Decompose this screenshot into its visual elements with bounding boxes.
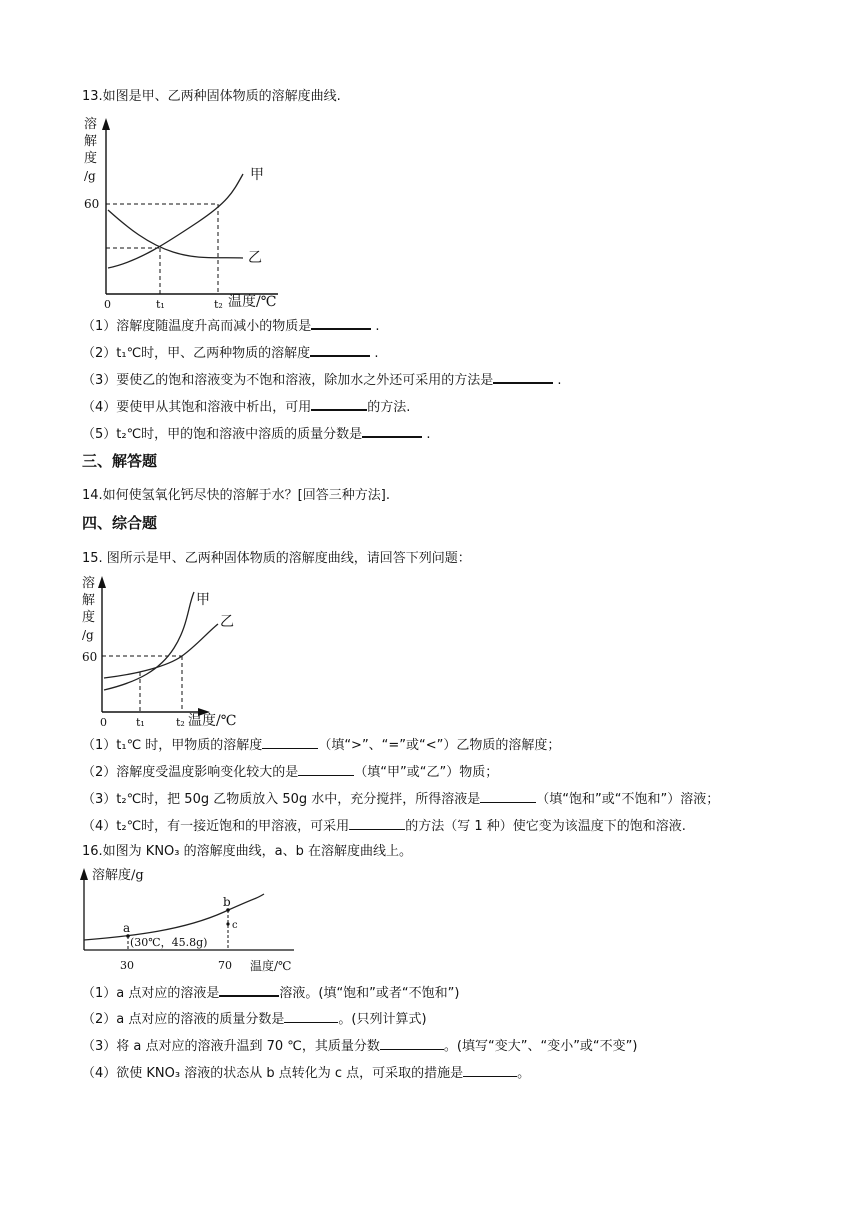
q15-y-label-1: 溶: [82, 576, 96, 591]
q16-x-label: 温度/℃: [250, 959, 292, 973]
q15-item-4: （4）t₂℃时，有一接近饱和的甲溶液，可采用 的方法（写 1 种）使它变为该温度下的饱和溶液.: [82, 819, 686, 834]
q16-point-b-label: b: [223, 895, 231, 909]
q15-x-tick-t2: t₂: [176, 716, 185, 729]
q13-y-label-3: 度: [84, 151, 98, 166]
q13-y-label-1: 溶: [84, 117, 98, 132]
q15-stem: 15. 图所示是甲、乙两种固体物质的溶解度曲线，请回答下列问题：: [82, 551, 471, 566]
q16-stem: 16.如图为 KNO₃ 的溶解度曲线，a、b 在溶解度曲线上。: [82, 844, 412, 859]
q13-item-5: （5）t₂℃时，甲的饱和溶液中溶质的质量分数是 .: [82, 424, 430, 444]
answer-blank[interactable]: [311, 316, 371, 330]
q13-x-tick-t2: t₂: [214, 298, 223, 311]
q16-point-a-annotation: (30℃，45.8g): [130, 936, 208, 949]
answer-blank[interactable]: [310, 343, 370, 357]
q16-x-tick-30: 30: [120, 959, 134, 972]
q15-item-3: （3）t₂℃时，把 50g 乙物质放入 50g 水中，充分搅拌，所得溶液是 （填“饱和”或“不饱和”）溶液；: [82, 792, 720, 807]
q16-point-a-label: a: [123, 921, 131, 935]
q13-x-origin: 0: [104, 298, 111, 311]
q13-item-1: （1）溶解度随温度升高而减小的物质是 .: [82, 316, 380, 336]
answer-blank[interactable]: [349, 817, 405, 830]
q16-x-tick-70: 70: [218, 959, 232, 972]
q15-y-label-2: 解: [82, 593, 96, 608]
q15-y-label-3: 度: [82, 610, 96, 625]
answer-blank[interactable]: [480, 790, 536, 803]
q15-solubility-chart: [78, 570, 258, 732]
q15-curve-label-yi: 乙: [220, 614, 234, 630]
q13-solubility-chart: [78, 112, 288, 312]
q13-x-label: 温度/℃: [228, 294, 277, 310]
q16-item-3: （3）将 a 点对应的溶液升温到 70 ℃，其质量分数 。(填写“变大”、“变小”或“不变”): [82, 1039, 638, 1054]
q15-item-1: （1）t₁℃ 时，甲物质的溶解度 （填“>”、“=”或“<”）乙物质的溶解度；: [82, 738, 561, 753]
q13-y-tick-60: 60: [84, 197, 100, 211]
answer-blank[interactable]: [284, 1010, 338, 1023]
q16-y-label: 溶解度/g: [92, 868, 144, 883]
q13-item-2: （2）t₁℃时，甲、乙两种物质的溶解度 .: [82, 343, 378, 363]
q15-curve-label-jia: 甲: [196, 592, 210, 608]
answer-blank[interactable]: [380, 1037, 444, 1050]
answer-blank[interactable]: [311, 397, 367, 411]
q16-item-2: （2）a 点对应的溶液的质量分数是 。(只列计算式): [82, 1012, 427, 1027]
q15-item-2: （2）溶解度受温度影响变化较大的是 （填“甲”或“乙”）物质；: [82, 765, 499, 780]
q13-item-4: （4）要使甲从其饱和溶液中析出，可用 的方法.: [82, 397, 410, 417]
section-heading-4: 四、综合题: [82, 514, 158, 532]
q13-curve-label-yi: 乙: [248, 250, 262, 266]
q15-x-origin: 0: [100, 716, 107, 729]
q13-y-label-4: /g: [84, 169, 96, 183]
q16-item-1: （1）a 点对应的溶液是 溶液。(填“饱和”或者“不饱和”): [82, 983, 459, 1003]
q15-x-tick-t1: t₁: [136, 716, 145, 729]
q16-kno3-solubility-chart: [74, 866, 314, 978]
q14-stem: 14.如何使氢氧化钙尽快的溶解于水？[回答三种方法].: [82, 488, 390, 503]
q15-y-label-4: /g: [82, 628, 94, 642]
section-heading-3: 三、解答题: [82, 452, 158, 470]
q13-curve-label-jia: 甲: [250, 167, 264, 183]
answer-blank[interactable]: [219, 983, 279, 997]
q13-item-3: （3）要使乙的饱和溶液变为不饱和溶液，除加水之外还可采用的方法是 .: [82, 370, 562, 390]
q16-point-c-label: c: [232, 920, 238, 931]
q13-y-label-2: 解: [84, 134, 98, 149]
q15-y-tick-60: 60: [82, 650, 98, 664]
q15-x-label: 温度/℃: [188, 713, 237, 729]
answer-blank[interactable]: [262, 736, 318, 749]
answer-blank[interactable]: [493, 370, 553, 384]
q16-item-4: （4）欲使 KNO₃ 溶液的状态从 b 点转化为 c 点，可采取的措施是 。: [82, 1066, 531, 1081]
answer-blank[interactable]: [463, 1064, 517, 1077]
answer-blank[interactable]: [362, 424, 422, 438]
answer-blank[interactable]: [298, 763, 354, 776]
q13-x-tick-t1: t₁: [156, 298, 165, 311]
q13-stem: 13.如图是甲、乙两种固体物质的溶解度曲线.: [82, 89, 341, 104]
